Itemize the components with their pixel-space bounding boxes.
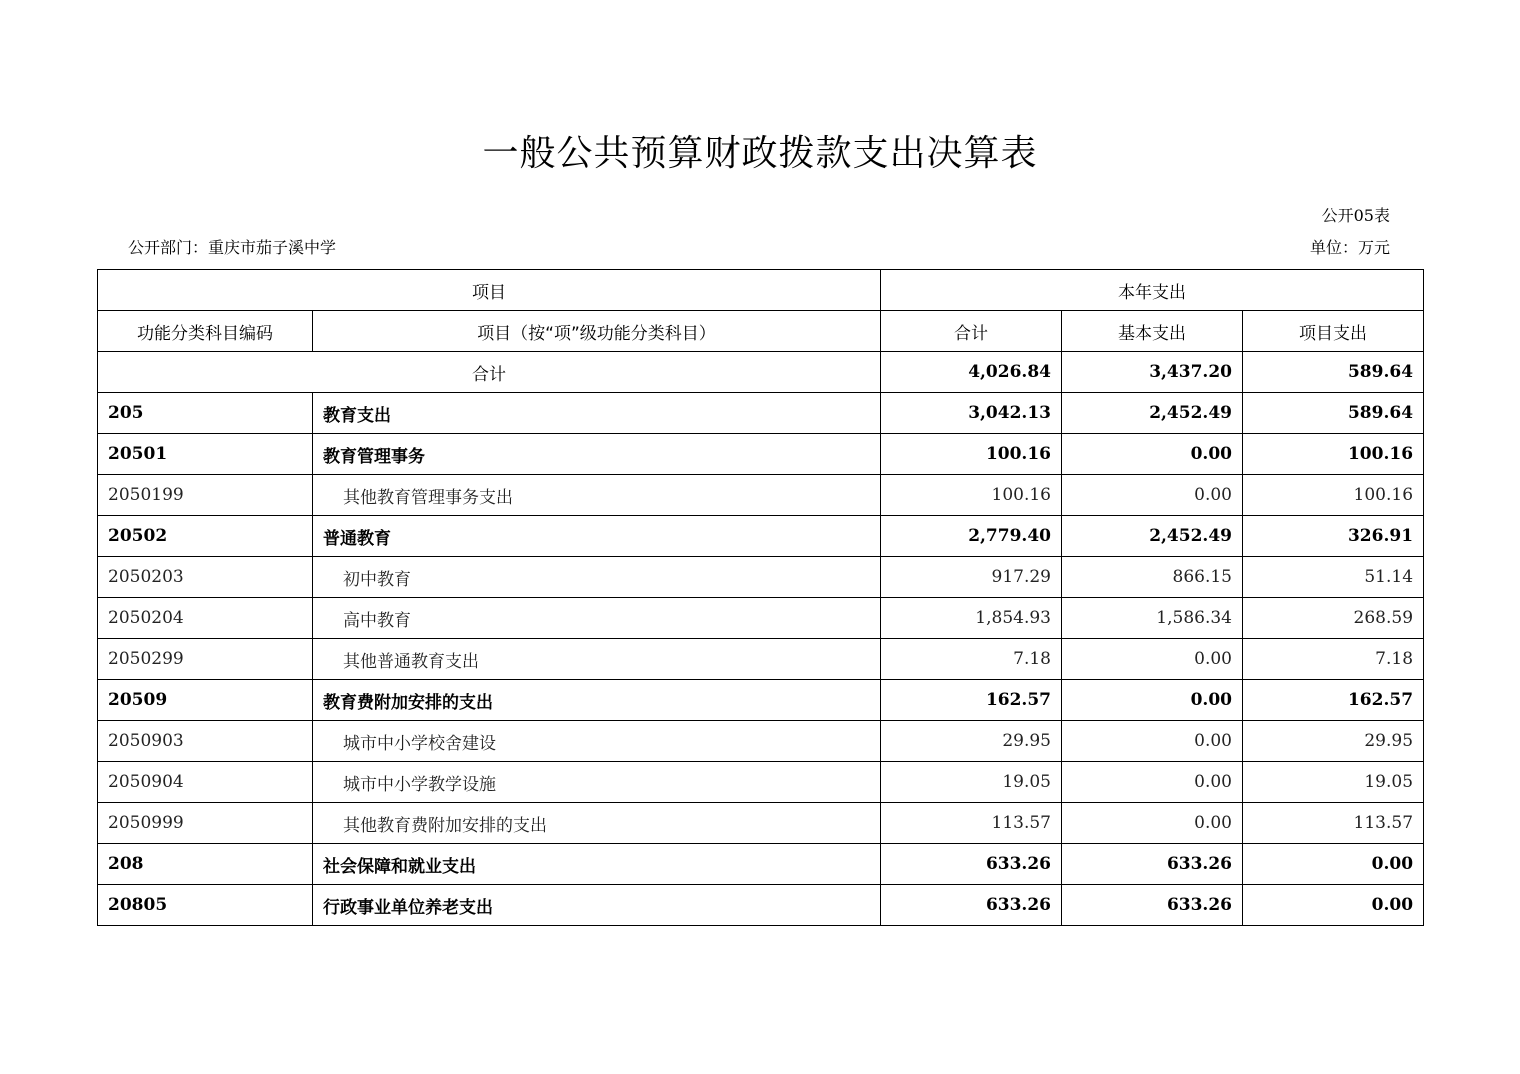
row-basic: 0.00 (1062, 680, 1243, 721)
row-project: 100.16 (1243, 475, 1424, 516)
row-name: 其他普通教育支出 (313, 639, 881, 680)
row-name: 初中教育 (313, 557, 881, 598)
row-project: 113.57 (1243, 803, 1424, 844)
row-name: 教育管理事务 (313, 434, 881, 475)
row-code: 2050199 (98, 475, 313, 516)
row-code: 20501 (98, 434, 313, 475)
table-row (98, 885, 1424, 926)
row-project: 29.95 (1243, 721, 1424, 762)
row-basic: 2,452.49 (1062, 516, 1243, 557)
row-total: 113.57 (881, 803, 1062, 844)
row-code: 2050299 (98, 639, 313, 680)
row-basic: 0.00 (1062, 721, 1243, 762)
row-project: 162.57 (1243, 680, 1424, 721)
budget-table (97, 269, 1424, 926)
row-basic: 2,452.49 (1062, 393, 1243, 434)
header-project-group: 项目 (98, 270, 881, 311)
row-code: 2050999 (98, 803, 313, 844)
row-project: 268.59 (1243, 598, 1424, 639)
table-row (98, 803, 1424, 844)
row-total: 162.57 (881, 680, 1062, 721)
row-basic: 1,586.34 (1062, 598, 1243, 639)
row-basic: 633.26 (1062, 844, 1243, 885)
table-row (98, 721, 1424, 762)
row-project: 7.18 (1243, 639, 1424, 680)
total-row (98, 352, 1424, 393)
row-name: 行政事业单位养老支出 (313, 885, 881, 926)
header-total: 合计 (881, 311, 1062, 352)
table-row (98, 516, 1424, 557)
row-total: 100.16 (881, 434, 1062, 475)
row-name: 教育费附加安排的支出 (313, 680, 881, 721)
header-basic: 基本支出 (1062, 311, 1243, 352)
row-total: 3,042.13 (881, 393, 1062, 434)
row-total: 19.05 (881, 762, 1062, 803)
header-row-group (98, 270, 1424, 311)
row-basic: 0.00 (1062, 475, 1243, 516)
unit-label: 单位：万元 (1309, 238, 1390, 257)
row-total: 633.26 (881, 885, 1062, 926)
row-project: 326.91 (1243, 516, 1424, 557)
table-number: 公开05表 (1321, 206, 1390, 225)
row-total: 29.95 (881, 721, 1062, 762)
row-total: 917.29 (881, 557, 1062, 598)
row-name: 城市中小学校舍建设 (313, 721, 881, 762)
row-code: 208 (98, 844, 313, 885)
row-project: 0.00 (1243, 885, 1424, 926)
header-row-columns (98, 311, 1424, 352)
table-row (98, 557, 1424, 598)
row-name: 其他教育费附加安排的支出 (313, 803, 881, 844)
row-total: 7.18 (881, 639, 1062, 680)
row-total: 2,779.40 (881, 516, 1062, 557)
row-code: 20805 (98, 885, 313, 926)
row-project: 100.16 (1243, 434, 1424, 475)
row-name: 教育支出 (313, 393, 881, 434)
total-total: 4,026.84 (881, 352, 1062, 393)
row-code: 2050904 (98, 762, 313, 803)
row-code: 2050204 (98, 598, 313, 639)
row-name: 社会保障和就业支出 (313, 844, 881, 885)
row-name: 其他教育管理事务支出 (313, 475, 881, 516)
row-basic: 0.00 (1062, 803, 1243, 844)
row-total: 100.16 (881, 475, 1062, 516)
row-name: 普通教育 (313, 516, 881, 557)
row-basic: 633.26 (1062, 885, 1243, 926)
table-row (98, 598, 1424, 639)
department-label: 公开部门：重庆市茄子溪中学 (128, 238, 337, 257)
row-basic: 0.00 (1062, 762, 1243, 803)
table-row (98, 762, 1424, 803)
table-row (98, 844, 1424, 885)
total-label: 合计 (98, 352, 881, 393)
page-title: 一般公共预算财政拨款支出决算表 (482, 133, 1038, 174)
row-code: 20509 (98, 680, 313, 721)
row-total: 1,854.93 (881, 598, 1062, 639)
row-basic: 0.00 (1062, 639, 1243, 680)
table-row (98, 680, 1424, 721)
header-code: 功能分类科目编码 (98, 311, 313, 352)
row-basic: 0.00 (1062, 434, 1243, 475)
row-name: 高中教育 (313, 598, 881, 639)
table-row (98, 393, 1424, 434)
row-project: 19.05 (1243, 762, 1424, 803)
row-code: 2050903 (98, 721, 313, 762)
row-basic: 866.15 (1062, 557, 1243, 598)
table-row (98, 639, 1424, 680)
row-code: 20502 (98, 516, 313, 557)
row-total: 633.26 (881, 844, 1062, 885)
row-code: 2050203 (98, 557, 313, 598)
row-project: 0.00 (1243, 844, 1424, 885)
row-code: 205 (98, 393, 313, 434)
total-project: 589.64 (1243, 352, 1424, 393)
row-name: 城市中小学教学设施 (313, 762, 881, 803)
table-row (98, 475, 1424, 516)
table-row (98, 434, 1424, 475)
header-project: 项目支出 (1243, 311, 1424, 352)
header-expense-group: 本年支出 (881, 270, 1424, 311)
total-basic: 3,437.20 (1062, 352, 1243, 393)
row-project: 589.64 (1243, 393, 1424, 434)
header-name: 项目（按“项”级功能分类科目） (313, 311, 881, 352)
row-project: 51.14 (1243, 557, 1424, 598)
